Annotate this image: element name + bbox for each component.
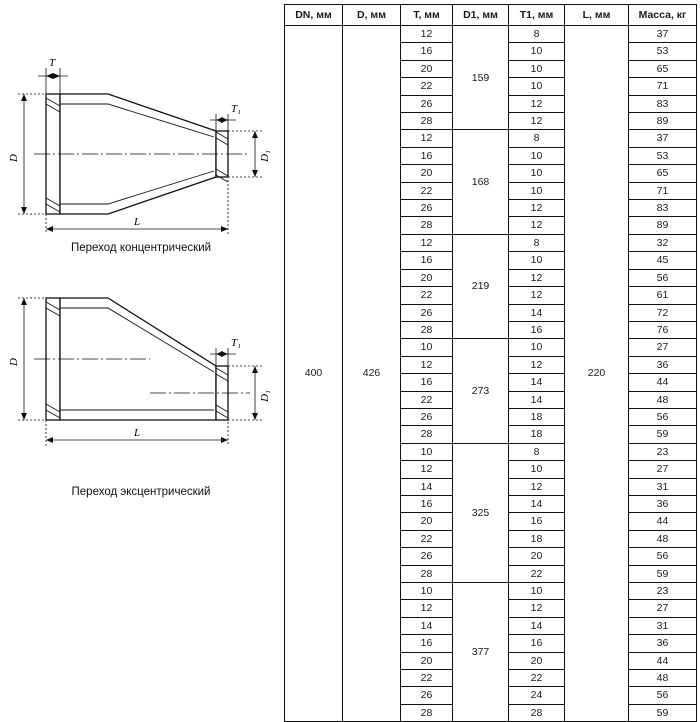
cell-mass: 59 — [629, 426, 697, 443]
cell-mass: 31 — [629, 478, 697, 495]
cell-t: 14 — [401, 617, 453, 634]
cell-mass: 53 — [629, 147, 697, 164]
cell-t: 12 — [401, 600, 453, 617]
cell-mass: 56 — [629, 548, 697, 565]
figure-concentric — [0, 28, 282, 263]
cell-mass: 27 — [629, 600, 697, 617]
header-dn: DN, мм — [285, 5, 343, 26]
cell-t1: 12 — [509, 113, 565, 130]
cell-mass: 44 — [629, 513, 697, 530]
cell-t: 16 — [401, 147, 453, 164]
cell-t1: 16 — [509, 513, 565, 530]
cell-mass: 59 — [629, 565, 697, 582]
label-L: L — [133, 427, 141, 439]
cell-t1: 12 — [509, 600, 565, 617]
cell-mass: 48 — [629, 670, 697, 687]
cell-t: 28 — [401, 426, 453, 443]
cell-mass: 48 — [629, 391, 697, 408]
cell-mass: 45 — [629, 252, 697, 269]
cell-t: 26 — [401, 304, 453, 321]
cell-t1: 14 — [509, 304, 565, 321]
cell-t1: 12 — [509, 269, 565, 286]
eccentric-reducer-drawing — [0, 262, 282, 484]
spec-table-wrap — [284, 4, 696, 722]
cell-t1: 10 — [509, 583, 565, 600]
cell-mass: 44 — [629, 652, 697, 669]
cell-d1: 325 — [453, 443, 509, 582]
cell-t1: 14 — [509, 391, 565, 408]
cell-t1: 10 — [509, 252, 565, 269]
cell-t: 22 — [401, 530, 453, 547]
cell-t1: 8 — [509, 26, 565, 43]
cell-t: 12 — [401, 234, 453, 251]
cell-t: 22 — [401, 670, 453, 687]
cell-t: 22 — [401, 78, 453, 95]
cell-t: 28 — [401, 113, 453, 130]
header-mass: Масса, кг — [629, 5, 697, 26]
label-D: D — [8, 154, 20, 162]
cell-mass: 37 — [629, 26, 697, 43]
label-T1: T₁ — [231, 337, 241, 349]
header-t: T, мм — [401, 5, 453, 26]
cell-mass: 32 — [629, 234, 697, 251]
cell-t1: 14 — [509, 495, 565, 512]
cell-t1: 10 — [509, 339, 565, 356]
cell-t1: 8 — [509, 130, 565, 147]
cell-t1: 18 — [509, 408, 565, 425]
cell-mass: 89 — [629, 113, 697, 130]
label-T: T — [48, 57, 56, 69]
cell-t: 20 — [401, 60, 453, 77]
label-D1: D₁ — [259, 150, 271, 162]
cell-t: 26 — [401, 687, 453, 704]
concentric-reducer-drawing — [0, 28, 282, 240]
cell-t1: 10 — [509, 182, 565, 199]
cell-t: 16 — [401, 635, 453, 652]
cell-t1: 8 — [509, 443, 565, 460]
cell-t1: 12 — [509, 95, 565, 112]
cell-mass: 59 — [629, 704, 697, 721]
cell-t1: 20 — [509, 548, 565, 565]
cell-d1: 168 — [453, 130, 509, 234]
spec-table — [284, 4, 697, 722]
cell-t: 22 — [401, 391, 453, 408]
cell-mass: 76 — [629, 321, 697, 338]
cell-t1: 18 — [509, 530, 565, 547]
header-d1: D1, мм — [453, 5, 509, 26]
cell-t1: 10 — [509, 147, 565, 164]
cell-t: 12 — [401, 130, 453, 147]
cell-d1: 273 — [453, 339, 509, 443]
cell-t: 26 — [401, 408, 453, 425]
header-d: D, мм — [343, 5, 401, 26]
cell-t: 14 — [401, 478, 453, 495]
header-l: L, мм — [565, 5, 629, 26]
cell-t: 20 — [401, 165, 453, 182]
cell-t: 28 — [401, 321, 453, 338]
cell-t: 20 — [401, 513, 453, 530]
cell-t1: 28 — [509, 704, 565, 721]
cell-mass: 61 — [629, 287, 697, 304]
cell-d1: 377 — [453, 583, 509, 722]
cell-mass: 31 — [629, 617, 697, 634]
cell-t: 22 — [401, 182, 453, 199]
cell-mass: 56 — [629, 687, 697, 704]
cell-mass: 72 — [629, 304, 697, 321]
cell-t1: 12 — [509, 217, 565, 234]
cell-mass: 71 — [629, 182, 697, 199]
cell-mass: 36 — [629, 635, 697, 652]
cell-dn: 400 — [285, 26, 343, 722]
cell-t1: 12 — [509, 356, 565, 373]
figure-caption-concentric: Переход концентрический — [70, 242, 212, 254]
cell-t: 26 — [401, 548, 453, 565]
label-L: L — [133, 216, 141, 228]
cell-mass: 48 — [629, 530, 697, 547]
cell-t1: 18 — [509, 426, 565, 443]
cell-t1: 22 — [509, 670, 565, 687]
cell-mass: 27 — [629, 461, 697, 478]
cell-mass: 53 — [629, 43, 697, 60]
cell-t: 16 — [401, 374, 453, 391]
table-header-row — [285, 5, 697, 26]
label-D1: D₁ — [259, 390, 271, 402]
cell-mass: 56 — [629, 408, 697, 425]
cell-d1: 219 — [453, 234, 509, 338]
cell-t1: 10 — [509, 461, 565, 478]
cell-t: 10 — [401, 583, 453, 600]
cell-t1: 14 — [509, 617, 565, 634]
cell-t1: 14 — [509, 374, 565, 391]
cell-t1: 12 — [509, 200, 565, 217]
cell-t: 16 — [401, 43, 453, 60]
cell-d1: 159 — [453, 26, 509, 130]
cell-t: 16 — [401, 495, 453, 512]
cell-t: 26 — [401, 95, 453, 112]
cell-t: 22 — [401, 287, 453, 304]
cell-mass: 56 — [629, 269, 697, 286]
label-D: D — [8, 358, 20, 366]
cell-t1: 12 — [509, 478, 565, 495]
cell-t1: 22 — [509, 565, 565, 582]
header-t1: T1, мм — [509, 5, 565, 26]
cell-t: 20 — [401, 652, 453, 669]
cell-t1: 10 — [509, 165, 565, 182]
table-row — [285, 26, 697, 43]
cell-mass: 23 — [629, 443, 697, 460]
cell-mass: 36 — [629, 356, 697, 373]
cell-t: 28 — [401, 217, 453, 234]
cell-t1: 20 — [509, 652, 565, 669]
cell-t: 16 — [401, 252, 453, 269]
cell-t1: 8 — [509, 234, 565, 251]
cell-d: 426 — [343, 26, 401, 722]
cell-t1: 24 — [509, 687, 565, 704]
cell-t: 28 — [401, 704, 453, 721]
cell-mass: 89 — [629, 217, 697, 234]
cell-t: 26 — [401, 200, 453, 217]
figure-caption-eccentric: Переход эксцентрический — [71, 486, 211, 498]
cell-t: 12 — [401, 461, 453, 478]
cell-mass: 27 — [629, 339, 697, 356]
cell-t1: 16 — [509, 321, 565, 338]
cell-mass: 23 — [629, 583, 697, 600]
cell-mass: 83 — [629, 200, 697, 217]
cell-mass: 65 — [629, 165, 697, 182]
label-T1: T₁ — [231, 103, 241, 115]
cell-t1: 12 — [509, 287, 565, 304]
cell-t: 10 — [401, 339, 453, 356]
cell-mass: 37 — [629, 130, 697, 147]
cell-l: 220 — [565, 26, 629, 722]
cell-t1: 10 — [509, 43, 565, 60]
cell-mass: 44 — [629, 374, 697, 391]
cell-t1: 10 — [509, 60, 565, 77]
spec-table-body — [285, 26, 697, 722]
cell-mass: 65 — [629, 60, 697, 77]
cell-mass: 71 — [629, 78, 697, 95]
cell-mass: 36 — [629, 495, 697, 512]
cell-t1: 10 — [509, 78, 565, 95]
cell-t: 10 — [401, 443, 453, 460]
drawings-panel — [0, 0, 282, 524]
cell-t: 20 — [401, 269, 453, 286]
cell-t: 12 — [401, 356, 453, 373]
cell-t1: 16 — [509, 635, 565, 652]
cell-t: 12 — [401, 26, 453, 43]
cell-mass: 83 — [629, 95, 697, 112]
figure-eccentric — [0, 262, 282, 512]
cell-t: 28 — [401, 565, 453, 582]
